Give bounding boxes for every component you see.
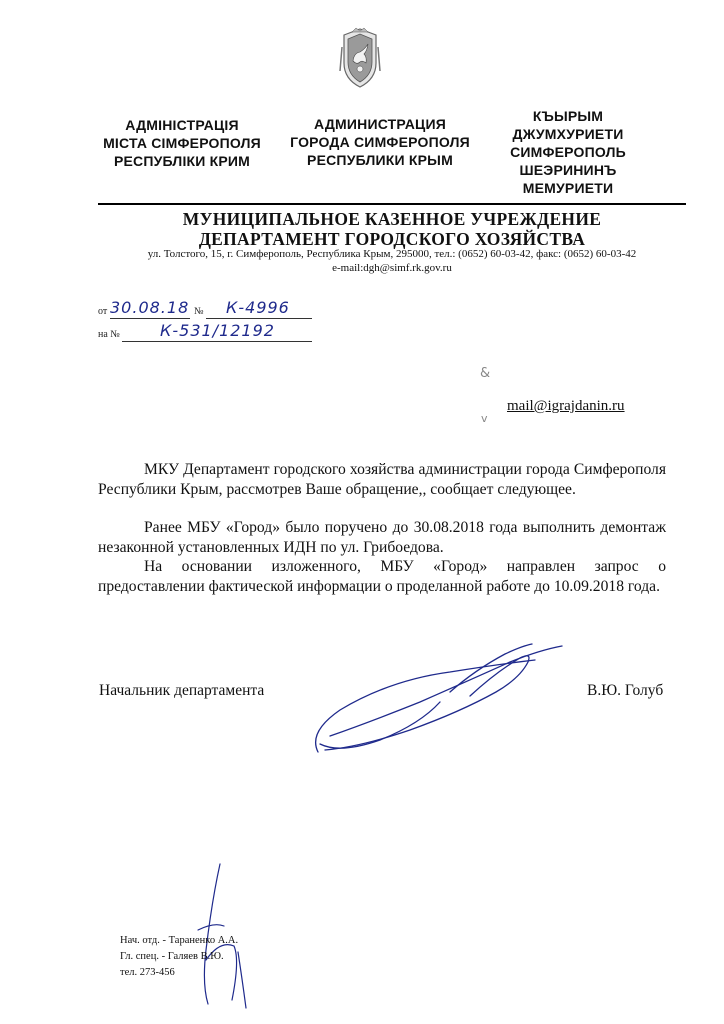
body-paragraph-3: На основании изложенного, МБУ «Город» направлен запрос о предоставлении фактической информации о проделанной работе до 10.09.2018 года. [98, 558, 666, 595]
recipient-email[interactable]: mail@igrajdanin.ru [507, 398, 625, 414]
header-ru-line: РЕСПУБЛИКИ КРЫМ [307, 152, 453, 168]
reg-from-label: от [98, 306, 108, 317]
signatory-role: Начальник департамента [99, 682, 265, 699]
header-russian [285, 115, 475, 169]
body-paragraph-2: Ранее МБУ «Город» было поручено до 30.08.2018 года выполнить демонтаж незаконной установленных ИДН по ул. Грибоедова. [98, 519, 666, 556]
footer-specialist: Гл. спец. - Галяев В.Ю. [120, 951, 224, 962]
footer-department-head: Нач. отд. - Тараненко А.А. [120, 935, 239, 946]
header-ua-line: МІСТА СІМФЕРОПОЛЯ [103, 135, 261, 151]
body-paragraph-1: МКУ Департамент городского хозяйства администрации города Симферополя Республики Крым, рассмотрев Ваше обращение,, сообщает следующее. [98, 461, 666, 498]
header-tt-line: ДЖУМХУРИЕТИ [512, 126, 624, 142]
reg-date-handwritten: 30.08.18 [110, 298, 190, 317]
header-tt-line: ШЕЭРИНИНЪ [519, 162, 617, 178]
org-title-line2: ДЕПАРТАМЕНТ ГОРОДСКОГО ХОЗЯЙСТВА [198, 229, 586, 249]
footer-phone: тел. 273-456 [120, 967, 175, 978]
handwritten-tick: v [481, 412, 488, 425]
handwritten-mark: & [480, 366, 491, 381]
org-title-line1: МУНИЦИПАЛЬНОЕ КАЗЕННОЕ УЧРЕЖДЕНИЕ [182, 209, 602, 229]
header-tt-line: МЕМУРИЕТИ [522, 180, 614, 196]
header-ua-line: РЕСПУБЛІКИ КРИМ [113, 153, 251, 169]
reg-number-label: № [194, 306, 204, 317]
header-tt-line: КЪЫРЫМ [532, 108, 604, 124]
header-ua-line: АДМІНІСТРАЦІЯ [125, 117, 239, 133]
reg-date-line [110, 318, 190, 319]
header-ru-line: АДМИНИСТРАЦИЯ [314, 116, 446, 132]
reg-ref-handwritten: К-531/12192 [160, 321, 275, 340]
header-divider [98, 203, 686, 205]
reg-ref-line [122, 341, 312, 342]
crimea-coat-of-arms-emblem [338, 27, 382, 89]
handwritten-signature [300, 632, 572, 762]
org-address: ул. Толстого, 15, г. Симферополь, Республика Крым, 295000, тел.: (0652) 60-03-42, факс: (0652) 60-03-42 [147, 248, 637, 260]
signatory-name: В.Ю. Голуб [587, 682, 664, 699]
reg-number-line [206, 318, 312, 319]
reg-ref-label: на № [98, 329, 120, 340]
org-email: e-mail:dgh@simf.rk.gov.ru [332, 262, 452, 274]
header-ukrainian [96, 116, 268, 170]
header-ru-line: ГОРОДА СИМФЕРОПОЛЯ [290, 134, 470, 150]
header-crimean-tatar [498, 107, 638, 197]
header-tt-line: СИМФЕРОПОЛЬ [510, 144, 626, 160]
reg-number-handwritten: К-4996 [226, 298, 290, 317]
